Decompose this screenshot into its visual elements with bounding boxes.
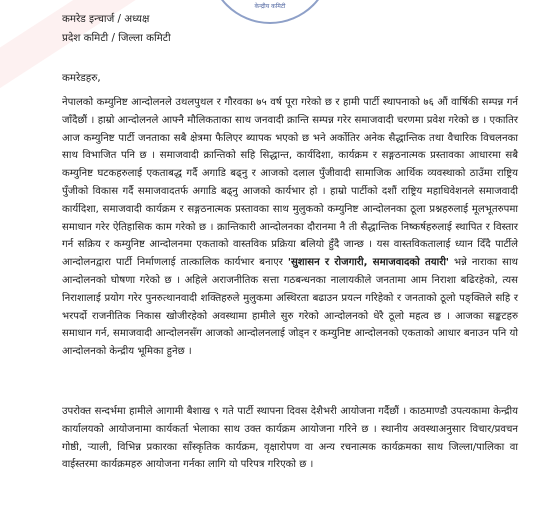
salutation: कमरेडहरु, [62, 72, 101, 84]
party-seal [208, 0, 332, 24]
body-paragraph-1 [62, 94, 518, 361]
recipient-line-2: प्रदेश कमिटी / जिल्ला कमिटी [62, 32, 171, 44]
recipient-line-1: कमरेड इन्चार्ज / अध्यक्ष [62, 13, 150, 25]
seal-text: केन्द्रीय कमिटी [254, 3, 286, 10]
watermark [0, 0, 405, 109]
body-paragraph-2: उपरोक्त सन्दर्भमा हामीले आगामी बैशाख ९ गते पार्टी स्थापना दिवस देशैभरी आयोजना गर्दैछौं । काठमाण्डौ उपत्यकामा केन्द्रीय कार्यालयको आयोजनामा कार्यकर्ता भेलाका साथ उक्त कार्यक्रम आयोजना गरिने छ । स्थानीय अवस्थाअनुसार विचार/प्रवचन गोष्ठी, र्‍याली, विभिन्न प्रकारका साँस्कृतिक कार्यक्रम, वृक्षारोपण वा अन्य रचनात्मक कार्यक्रमका साथ जिल्ला/पालिका वा वाईस्तरमा कार्यक्रमहरु आयोजना गर्नका लागि यो परिपत्र गरिएको छ । [62, 406, 518, 471]
slogan: 'सुशासन र रोजगारी, समाजवादको तयारी' [287, 257, 450, 269]
paragraph-1-continued: भन्ने नाराका साथ आन्दोलनको घोषणा गरेको छ । अहिले अराजनीतिक सत्ता गठबन्धनका नालायकीले जनतामा आम निराशा बढिरहेको, त्यस निराशालाई प्रयोग गरेर पुनरुत्थानवादी शक्तिहरुले मुलुकमा अस्थिरता बढाउन प्रयत्न गरिहेको र जनताको ठूलो पङ्क्तिले सहि र भरपर्दो राजनीतिक निकास खोजीरहेको अवस्थामा हामीले सुरु गरेको आन्दोलनको धेरै ठूलो महत्व छ । आजका सङ्कटहरु समाधान गर्न, समाजवादी आन्दोलनसँग आजको आन्दोलनलाई जोड्न र कम्युनिष्ट आन्दोलनको एकताको आधार बनाउन पनि यो आन्दोलनको केन्द्रीय भूमिका हुनेछ । [62, 257, 519, 358]
paragraph-1-text: नेपालको कम्युनिष्ट आन्दोलनले उथलपुथल र गौरवका ७५ वर्ष पूरा गरेको छ र हामी पार्टी स्थापनाको ७६ औं वार्षिकी सम्पन्न गर्न जाँदैछौं । हाम्रो आन्दोलनले आफ्नै मौलिकताका साथ जनवादी क्रान्ति सम्पन्न गरेर समाजवादी चरणमा प्रवेश गरेको छ । एकातिर आज कम्युनिष्ट पार्टी जनताका सबै क्षेत्रमा फैलिएर ब्यापक भएको छ भने अर्कोतिर अनेक सैद्धान्तिक तथा वैचारिक विचलनका साथ विभाजित पनि छ । समाजवादी क्रान्तिको सहि सिद्धान्त, कार्यदिशा, कार्यक्रम र सङ्गठनात्मक प्रस्तावका आधारमा सबै कम्युनिष्ट घटकहरुलाई एकताबद्ध गर्दै अगाडि बढ्नु र आजको दलाल पुँजीवादी सामाजिक आर्थिक व्यवस्थाको ठाउँमा राष्ट्रिय पुँजीको विकास गर्दै समाजवादतर्फ अगाडि बढ्नु आजको कार्यभार हो । हाम्रो पार्टीको दशौं राष्ट्रिय महाधिवेशनले समाजवादी कार्यदिशा, समाजवादी कार्यक्रम र सङ्गठनात्मक प्रस्तावका साथ मुलुकको कम्युनिष्ट आन्दोलनका ठूला प्रश्नहरुलाई मूलभूतरुपमा समाधान गरेर ऐतिहासिक काम गरेको छ । क्रान्तिकारी आन्दोलनका दौरानमा नै ती सैद्धान्तिक निष्कर्षहरुलाई स्थापित र विस्तार गर्न सक्रिय र कम्युनिष्ट आन्दोलनमा एकताको वास्तविक प्रक्रिया बलियो हुँदै जान्छ । यस वास्तविकतालाई ध्यान दिँदै पार्टीले आन्दोलनद्वारा पार्टी निर्माणलाई तात्कालिक कार्यभार बनाएर [62, 97, 518, 269]
